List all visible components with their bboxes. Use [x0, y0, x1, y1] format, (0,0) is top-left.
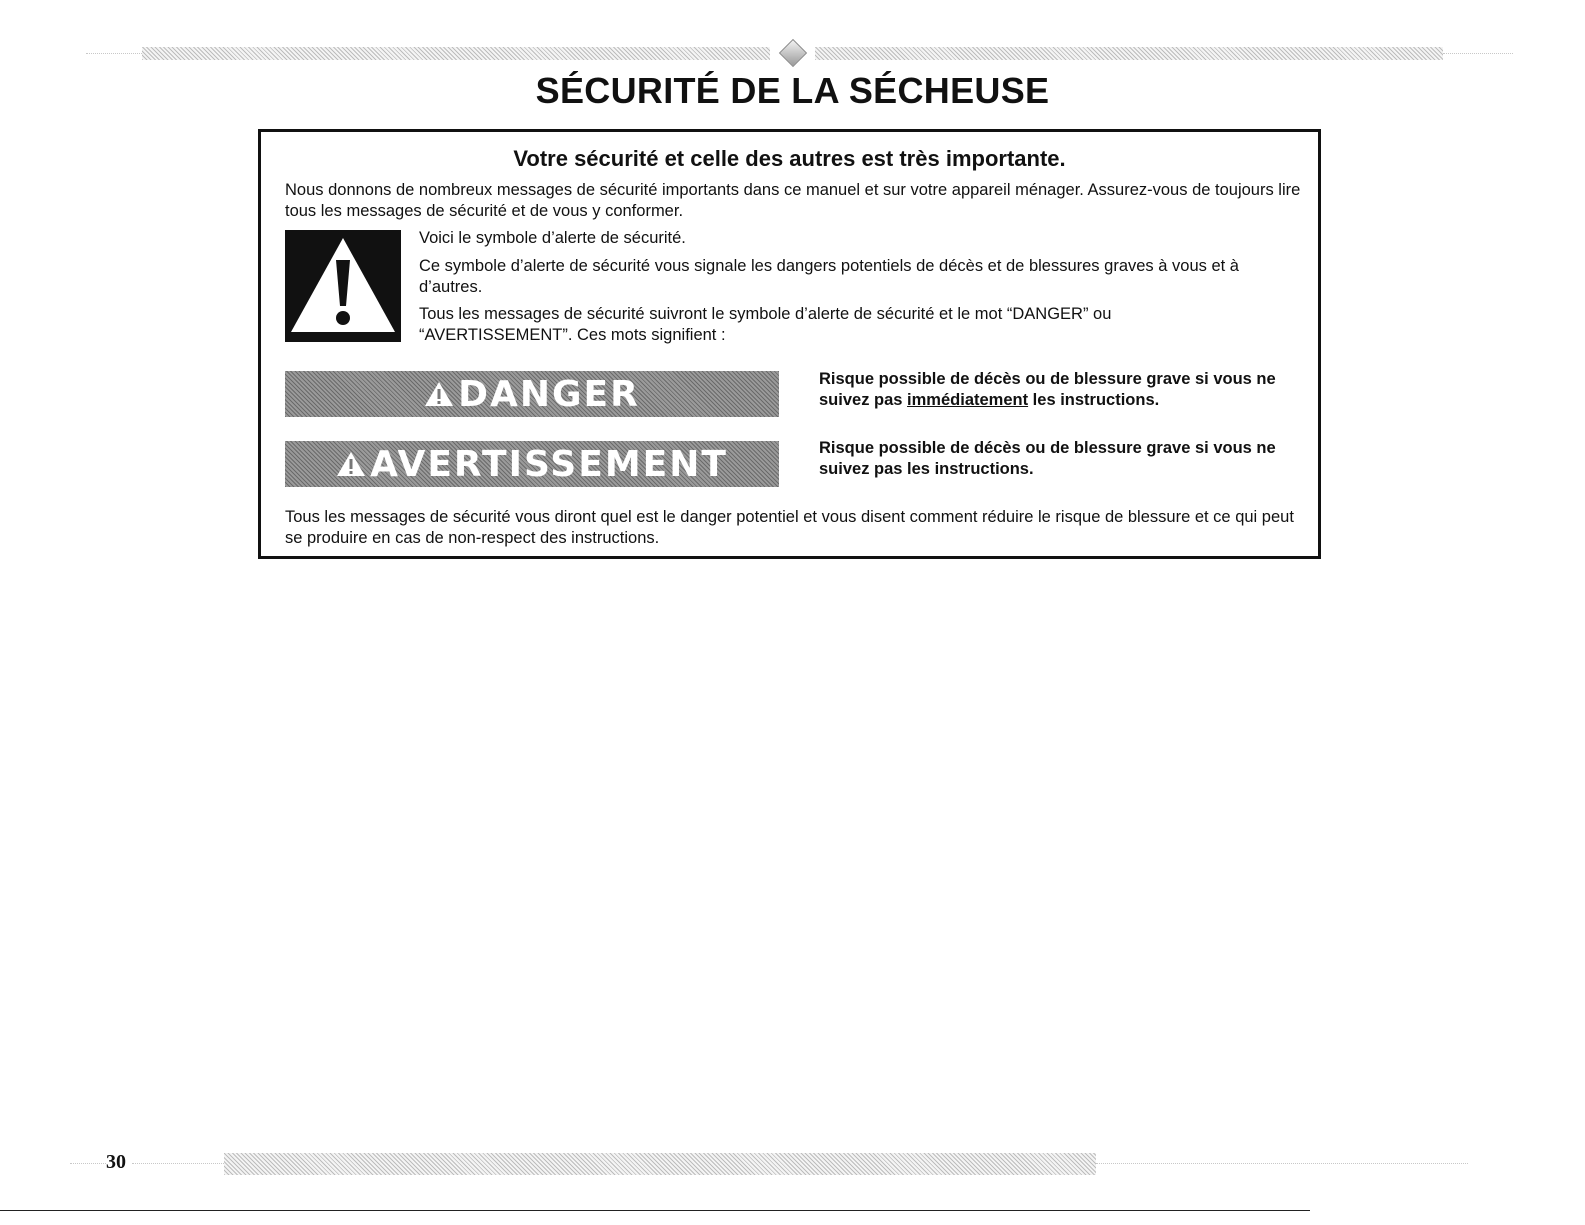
bottom-rule [0, 1210, 1310, 1211]
danger-description-end: les instructions. [1028, 391, 1160, 409]
danger-description-text: Risque possible de décès ou de blessure grave si vous ne suivez pas [819, 370, 1276, 409]
page-number: 30 [106, 1151, 126, 1173]
safety-closing-text: Tous les messages de sécurité vous diront quel est le danger potentiel et vous disent comment réduire le risque de blessure et ce qui peut se produire en cas de non-respect des instructions. [285, 508, 1294, 547]
symbol-description-2: Ce symbole d’alerte de sécurité vous signale les dangers potentiels de décès et de blessures graves à vous et à d’autres. [419, 257, 1239, 296]
danger-description [819, 369, 1319, 411]
top-dotted-right [1443, 53, 1513, 54]
safety-alert-triangle-icon [285, 230, 401, 342]
warning-description-text: Risque possible de décès ou de blessure grave si vous ne suivez pas les instructions. [819, 439, 1276, 478]
warning-signal-bar [285, 441, 779, 487]
warning-signal-word: AVERTISSEMENT [370, 443, 728, 485]
symbol-description-1: Voici le symbole d’alerte de sécurité. [419, 229, 686, 247]
page-title: SÉCURITÉ DE LA SÉCHEUSE [535, 70, 1050, 111]
top-dotted-left [86, 53, 142, 54]
warning-description [819, 438, 1319, 480]
safety-heading: Votre sécurité et celle des autres est très importante. [513, 146, 1066, 171]
danger-signal-word: DANGER [458, 373, 640, 415]
safety-notice-box [258, 129, 1321, 559]
danger-signal-bar [285, 371, 779, 417]
footer-decorative-band [224, 1153, 1096, 1175]
footer-dotted-left [70, 1163, 106, 1164]
diamond-ornament-icon [779, 39, 807, 67]
top-decorative-band-right [815, 47, 1443, 60]
danger-description-emphasis: immédiatement [907, 391, 1029, 409]
warning-triangle-icon [336, 450, 366, 478]
top-decorative-band-left [142, 47, 770, 60]
footer-dotted-mid [132, 1163, 224, 1164]
safety-intro-text: Nous donnons de nombreux messages de sécurité importants dans ce manuel et sur votre appareil ménager. Assurez-vous de toujours lire tous les messages de sécurité et de vous y conformer. [285, 181, 1301, 220]
warning-triangle-icon [424, 380, 454, 408]
symbol-description-3: Tous les messages de sécurité suivront le symbole d’alerte de sécurité et le mot “DANGER” ou “AVERTISSEMENT”. Ces mots signifient : [419, 305, 1112, 344]
footer-dotted-right [1096, 1163, 1468, 1164]
